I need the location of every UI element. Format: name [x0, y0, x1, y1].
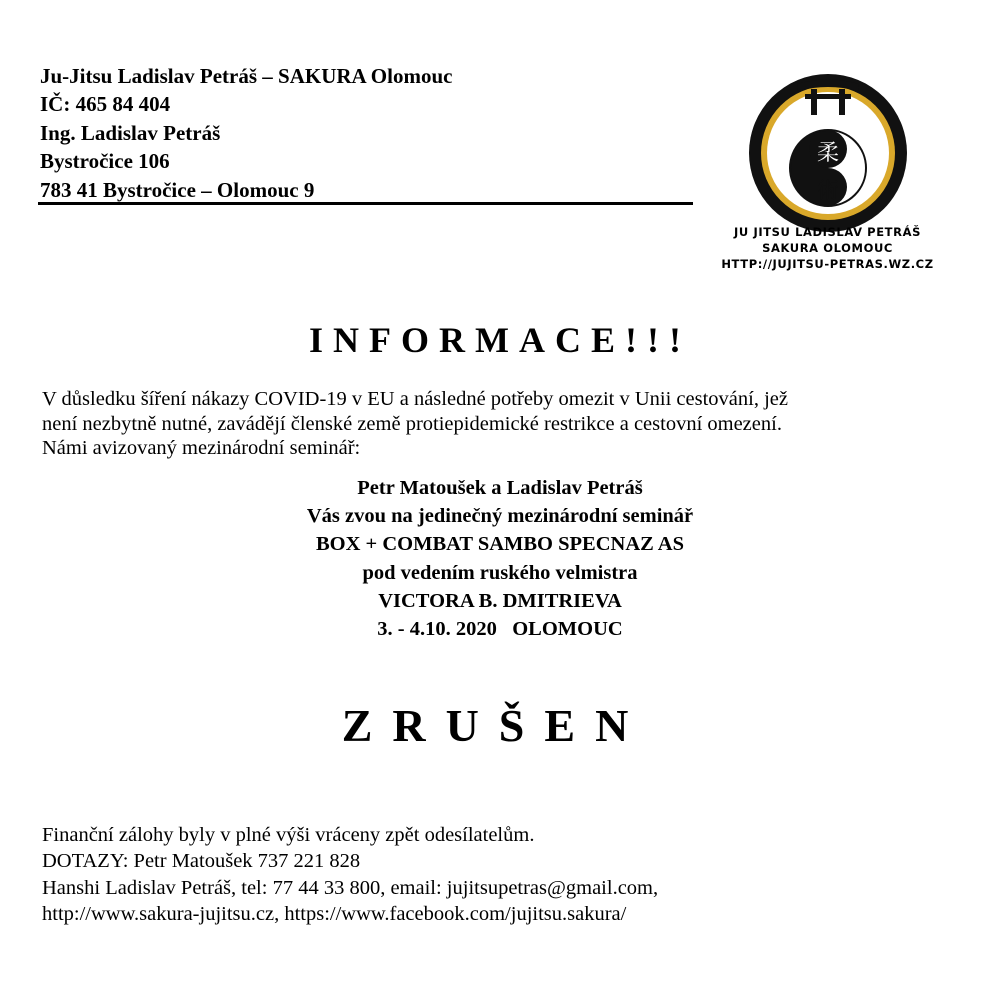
notice-line: Námi avizovaný mezinárodní seminář: — [42, 437, 361, 460]
logo-glyph-bottom: 術 — [816, 179, 840, 204]
company-id: IČ: 465 84 404 — [40, 92, 171, 117]
city-address: 783 41 Bystročice – Olomouc 9 — [40, 177, 315, 202]
seminar-hosts: Petr Matoušek a Ladislav Petráš — [357, 477, 643, 499]
logo-caption-url: HTTP://JUJITSU-PETRAS.WZ.CZ — [721, 257, 934, 271]
refund-note: Finanční zálohy byly v plné výši vráceny zpět odesílatelům. — [42, 824, 535, 846]
footer-contacts — [42, 822, 982, 927]
page-title: INFORMACE!!! — [309, 320, 691, 360]
seminar-invitation: Vás zvou na jedinečný mezinárodní seminář — [306, 505, 694, 528]
notice-line: není nezbytně nutné, zavádějí členské země protiepidemické restrikce a cestovní omezení. — [42, 412, 782, 435]
sakura-logo — [745, 70, 911, 236]
web-links: http://www.sakura-jujitsu.cz, https://www.facebook.com/jujitsu.sakura/ — [42, 902, 627, 925]
club-header — [40, 62, 692, 204]
hanshi-contact: Hanshi Ladislav Petráš, tel: 77 44 33 800, email: jujitsupetras@gmail.com, — [42, 876, 659, 899]
seminar-date-place: 3. - 4.10. 2020 OLOMOUC — [377, 618, 623, 641]
contact-name: Ing. Ladislav Petráš — [40, 120, 221, 145]
seminar-details — [0, 474, 1000, 643]
logo-caption-city: SAKURA OLOMOUC — [762, 241, 893, 255]
notice-line: V důsledku šíření nákazy COVID-19 v EU a následné potřeby omezit v Unii cestování, jež — [42, 388, 788, 410]
logo-glyph-top: 柔 — [816, 141, 840, 166]
seminar-name: BOX + COMBAT SAMBO SPECNAZ AS — [315, 533, 685, 556]
covid-notice — [42, 387, 972, 461]
logo-caption — [700, 224, 955, 272]
street-address: Bystročice 106 — [40, 149, 170, 174]
cancelled-status: ZRUŠEN — [341, 700, 649, 751]
club-name: Ju-Jitsu Ladislav Petráš – SAKURA Olomouc — [40, 64, 453, 88]
seminar-master: VICTORA B. DMITRIEVA — [378, 589, 622, 612]
questions-contact: DOTAZY: Petr Matoušek 737 221 828 — [42, 850, 361, 873]
logo-caption-club: JU JITSU LADISLAV PETRÁŠ — [734, 225, 921, 239]
header-divider — [38, 202, 693, 205]
seminar-led-by: pod vedením ruského velmistra — [362, 561, 638, 584]
